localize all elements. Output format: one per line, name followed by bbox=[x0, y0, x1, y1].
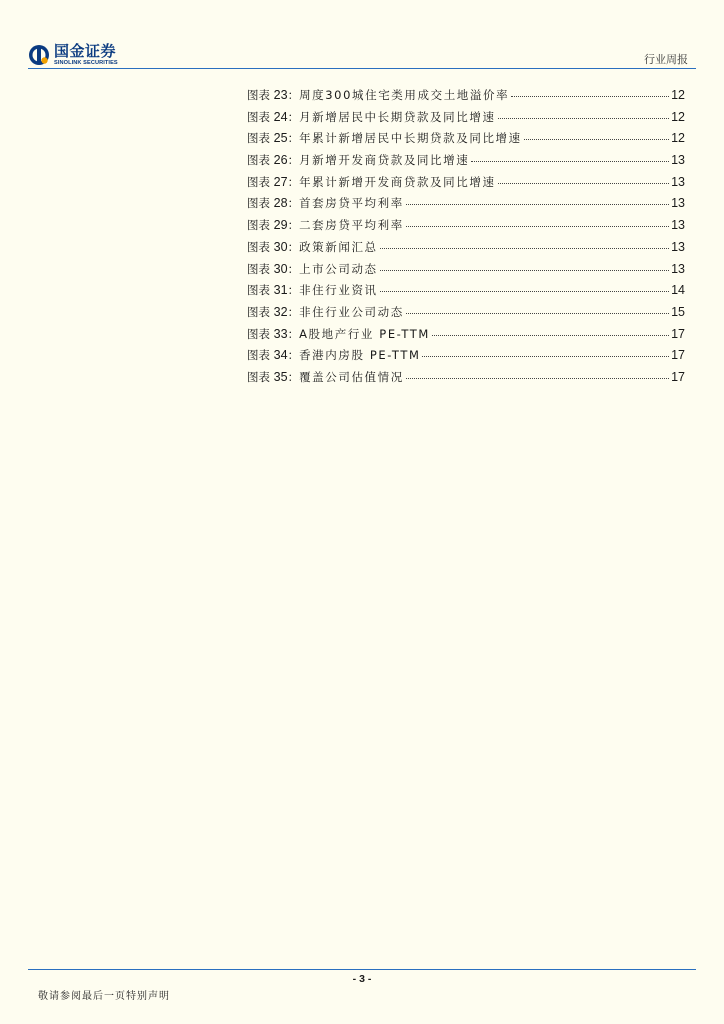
toc-entry[interactable] bbox=[247, 304, 685, 326]
toc-entry-number: 31 bbox=[273, 283, 288, 298]
toc-entry[interactable] bbox=[247, 326, 685, 348]
toc-leader-dots bbox=[406, 204, 669, 205]
toc-entry-number: 30 bbox=[273, 261, 288, 276]
toc-entry-prefix: 图表 bbox=[247, 326, 270, 341]
toc-leader-dots bbox=[380, 291, 669, 292]
toc-leader-dots bbox=[422, 356, 669, 357]
toc-entry-title: 月新增居民中长期贷款及同比增速 bbox=[299, 109, 496, 124]
toc-entry-page: 17 bbox=[671, 369, 685, 384]
toc-leader-dots bbox=[380, 248, 669, 249]
toc-entry-prefix: 图表 bbox=[247, 131, 270, 146]
toc-entry-title: 首套房贷平均利率 bbox=[299, 196, 404, 211]
toc-entry-title: 周度300城住宅类用成交土地溢价率 bbox=[299, 88, 510, 102]
toc-entry-prefix: 图表 bbox=[247, 196, 270, 211]
toc-entry-separator: ： bbox=[287, 131, 300, 146]
toc-entry-title: 二套房贷平均利率 bbox=[299, 218, 404, 233]
toc-entry-label bbox=[247, 217, 404, 233]
toc-entry-label bbox=[247, 174, 496, 190]
toc-entry-number: 24 bbox=[273, 109, 288, 124]
toc-entry-page: 13 bbox=[671, 153, 685, 168]
toc-entry-prefix: 图表 bbox=[247, 174, 270, 189]
toc-entry-separator: ： bbox=[287, 196, 300, 211]
toc-entry[interactable] bbox=[247, 87, 685, 109]
toc-entry-number: 30 bbox=[273, 239, 288, 254]
toc-entry-separator: ： bbox=[287, 304, 300, 319]
toc-entry-page: 13 bbox=[671, 196, 685, 211]
table-of-figures bbox=[247, 87, 685, 391]
toc-entry-title: 香港内房股 PE-TTM bbox=[299, 348, 421, 363]
toc-leader-dots bbox=[498, 183, 670, 184]
toc-entry-page: 15 bbox=[671, 304, 685, 319]
toc-entry-label bbox=[247, 261, 378, 277]
toc-entry-label bbox=[247, 304, 404, 320]
toc-entry-separator: ： bbox=[287, 348, 300, 363]
toc-entry-separator: ： bbox=[287, 218, 300, 233]
toc-entry-number: 23 bbox=[273, 88, 288, 102]
toc-entry-number: 33 bbox=[273, 326, 288, 341]
toc-leader-dots bbox=[511, 96, 669, 97]
toc-entry-separator: ： bbox=[287, 174, 300, 189]
toc-entry-prefix: 图表 bbox=[247, 153, 270, 168]
page-header bbox=[0, 0, 724, 72]
toc-entry-separator: ： bbox=[287, 369, 300, 384]
toc-leader-dots bbox=[471, 161, 669, 162]
toc-entry-prefix: 图表 bbox=[247, 109, 270, 124]
toc-entry-label bbox=[247, 282, 378, 298]
toc-entry-label bbox=[247, 130, 522, 146]
toc-leader-dots bbox=[406, 378, 669, 379]
toc-entry-label bbox=[247, 239, 378, 255]
header-divider bbox=[28, 68, 696, 69]
toc-entry-label bbox=[247, 195, 404, 211]
toc-entry-title: 覆盖公司估值情况 bbox=[299, 369, 404, 384]
toc-entry-prefix: 图表 bbox=[247, 218, 270, 233]
toc-leader-dots bbox=[380, 270, 669, 271]
report-type-label: 行业周报 bbox=[644, 53, 688, 66]
toc-entry-number: 28 bbox=[273, 196, 288, 211]
toc-entry-separator: ： bbox=[287, 109, 300, 124]
toc-entry-prefix: 图表 bbox=[247, 283, 270, 298]
toc-entry-page: 14 bbox=[671, 283, 685, 298]
toc-entry-page: 17 bbox=[671, 348, 685, 363]
toc-entry-number: 35 bbox=[273, 369, 288, 384]
toc-entry-page: 12 bbox=[671, 109, 685, 124]
toc-leader-dots bbox=[406, 226, 669, 227]
toc-leader-dots bbox=[498, 118, 670, 119]
toc-entry[interactable] bbox=[247, 152, 685, 174]
toc-entry-title: 月新增开发商贷款及同比增速 bbox=[299, 153, 470, 168]
toc-entry-label bbox=[247, 87, 509, 103]
company-logo bbox=[28, 42, 118, 68]
toc-entry-page: 13 bbox=[671, 174, 685, 189]
logo-english-text: SINOLINK SECURITIES bbox=[54, 59, 118, 66]
toc-entry-label bbox=[247, 152, 469, 168]
toc-entry-separator: ： bbox=[287, 326, 300, 341]
toc-entry-number: 26 bbox=[273, 153, 288, 168]
toc-entry-number: 32 bbox=[273, 304, 288, 319]
toc-entry-page: 17 bbox=[671, 326, 685, 341]
toc-entry-label bbox=[247, 347, 420, 363]
toc-entry-separator: ： bbox=[287, 153, 300, 168]
logo-chinese-text: 国金证券 bbox=[54, 41, 117, 60]
toc-entry-label bbox=[247, 109, 496, 125]
toc-entry-prefix: 图表 bbox=[247, 369, 270, 384]
toc-entry[interactable] bbox=[247, 347, 685, 369]
toc-entry-label bbox=[247, 369, 404, 385]
toc-entry-title: 上市公司动态 bbox=[299, 261, 378, 276]
toc-entry[interactable] bbox=[247, 282, 685, 304]
toc-entry[interactable] bbox=[247, 369, 685, 391]
toc-entry-page: 13 bbox=[671, 239, 685, 254]
toc-entry-number: 34 bbox=[273, 348, 288, 363]
toc-entry[interactable] bbox=[247, 239, 685, 261]
toc-entry-title: 非住行业资讯 bbox=[299, 283, 378, 298]
toc-entry-separator: ： bbox=[287, 283, 300, 298]
disclaimer-note: 敬请参阅最后一页特别声明 bbox=[38, 991, 170, 1002]
toc-entry-number: 27 bbox=[273, 174, 288, 189]
toc-entry-prefix: 图表 bbox=[247, 348, 270, 363]
toc-leader-dots bbox=[524, 139, 669, 140]
toc-entry-title: 年累计新增居民中长期贷款及同比增速 bbox=[299, 131, 522, 146]
toc-entry[interactable] bbox=[247, 130, 685, 152]
toc-entry-prefix: 图表 bbox=[247, 239, 270, 254]
toc-entry[interactable] bbox=[247, 109, 685, 131]
toc-entry-prefix: 图表 bbox=[247, 261, 270, 276]
toc-entry[interactable] bbox=[247, 174, 685, 196]
toc-leader-dots bbox=[406, 313, 669, 314]
toc-entry-number: 29 bbox=[273, 218, 288, 233]
toc-entry-page: 13 bbox=[671, 261, 685, 276]
page-number: - 3 - bbox=[352, 973, 372, 985]
toc-entry-page: 12 bbox=[671, 131, 685, 146]
toc-entry-separator: ： bbox=[287, 239, 300, 254]
toc-entry-title: 政策新闻汇总 bbox=[299, 239, 378, 254]
toc-entry[interactable] bbox=[247, 217, 685, 239]
toc-entry[interactable] bbox=[247, 195, 685, 217]
toc-entry-number: 25 bbox=[273, 131, 288, 146]
toc-entry-separator: ： bbox=[287, 261, 300, 276]
toc-entry-title: 年累计新增开发商贷款及同比增速 bbox=[299, 174, 496, 189]
toc-entry-page: 12 bbox=[671, 88, 685, 102]
toc-entry-label bbox=[247, 326, 430, 342]
toc-leader-dots bbox=[432, 335, 669, 336]
toc-entry-separator: ： bbox=[287, 88, 300, 102]
toc-entry-prefix: 图表 bbox=[247, 88, 270, 102]
toc-entry-prefix: 图表 bbox=[247, 304, 270, 319]
footer-divider bbox=[28, 969, 696, 970]
toc-entry-title: 非住行业公司动态 bbox=[299, 304, 404, 319]
toc-entry[interactable] bbox=[247, 261, 685, 283]
toc-entry-page: 13 bbox=[671, 218, 685, 233]
toc-entry-title: A股地产行业 PE-TTM bbox=[299, 326, 430, 341]
logo-mark-icon bbox=[28, 44, 50, 66]
